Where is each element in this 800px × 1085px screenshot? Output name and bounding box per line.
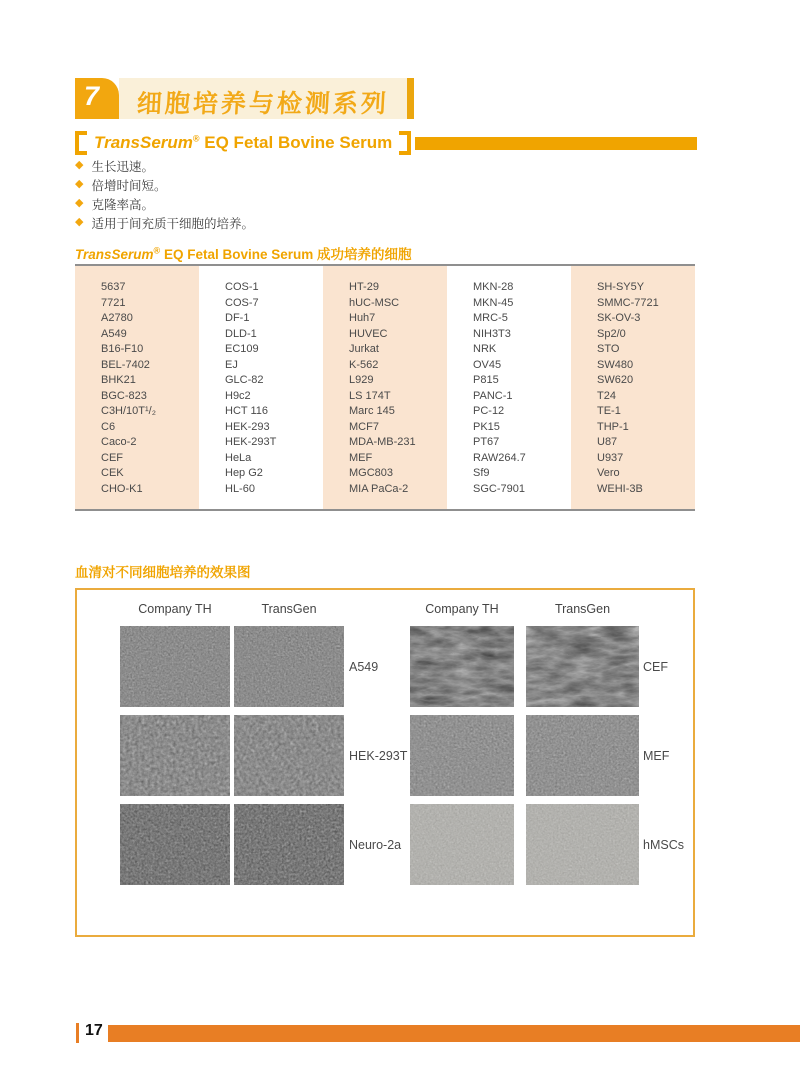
feature-text: 生长迅速。 [91, 159, 154, 174]
diamond-bullet-icon: ◆ [75, 159, 84, 171]
header-bar [415, 137, 697, 150]
cell-line-item: THP-1 [597, 420, 629, 433]
cell-line-item: P815 [473, 374, 499, 386]
feature-text: 适用于间充质干细胞的培养。 [91, 216, 254, 231]
cell-line-item: Caco-2 [101, 436, 137, 448]
cell-line-item: Sf9 [473, 467, 490, 479]
cell-line-item: COS-1 [225, 281, 259, 293]
cell-line-item: SGC-7901 [473, 482, 525, 495]
figure-row-label-neuro-2a: Neuro-2a [349, 837, 402, 852]
figure-heading: 血清对不同细胞培养的效果图 [75, 565, 251, 580]
cells-table-heading: TransSerum® EQ Fetal Bovine Serum 成功培养的细胞 [75, 245, 412, 262]
cell-line-item: L929 [349, 374, 374, 386]
micrograph-neuro-2a-transgen [234, 804, 344, 885]
cell-line-item: CEK [101, 467, 124, 479]
cell-line-item: MRC-5 [473, 312, 508, 324]
cell-line-item: K-562 [349, 358, 379, 371]
page-number: 17 [85, 1022, 103, 1039]
cell-line-item: EJ [225, 358, 238, 371]
cell-line-item: Jurkat [349, 343, 379, 355]
cell-line-item: BHK21 [101, 374, 136, 386]
micrograph-hek-293t-transgen [234, 715, 344, 796]
cell-line-item: MGC803 [349, 467, 394, 479]
cell-line-item: 5637 [101, 281, 126, 293]
cell-line-item: DLD-1 [225, 327, 257, 340]
left-bracket-icon [75, 131, 87, 155]
chapter-number: 7 [84, 81, 100, 111]
diamond-bullet-icon: ◆ [75, 178, 84, 190]
feature-list [75, 156, 254, 232]
figure-row-label-cef: CEF [643, 659, 668, 674]
cell-line-item: MCF7 [349, 420, 379, 433]
feature-item [75, 156, 254, 175]
micrograph-neuro-2a-company-th [120, 804, 230, 885]
cell-line-item: SMMC-7721 [597, 296, 659, 309]
micrograph-cef-transgen [526, 626, 639, 707]
cell-line-item: NIH3T3 [473, 327, 511, 340]
cell-line-item: LS 174T [349, 389, 391, 402]
cell-line-item: GLC-82 [225, 374, 264, 386]
product-header [75, 130, 697, 156]
registered-mark: ® [192, 133, 200, 144]
micrograph-cef-company-th [410, 626, 514, 707]
chapter-banner-endbar [407, 78, 414, 119]
cell-line-item: HT-29 [349, 281, 379, 293]
cell-line-item: TE-1 [597, 405, 621, 417]
cell-line-item: A549 [101, 327, 127, 340]
figure-col-header-transgen: TransGen [554, 602, 611, 616]
product-title: TransSerum® EQ Fetal Bovine Serum [94, 133, 393, 152]
cell-line-item: STO [597, 343, 620, 355]
feature-item [75, 213, 254, 232]
cell-line-item: MEF [349, 451, 373, 464]
feature-text: 倍增时间短。 [91, 178, 167, 193]
micrograph-mef-company-th [410, 715, 514, 796]
table-column-1 [75, 266, 199, 509]
cell-line-item: 7721 [101, 296, 126, 309]
micrograph-mef-transgen [526, 715, 639, 796]
feature-item [75, 194, 254, 213]
table-column-5 [571, 266, 695, 509]
diamond-bullet-icon: ◆ [75, 216, 84, 228]
cell-line-item: NRK [473, 343, 497, 355]
micrograph-hmscs-company-th [410, 804, 514, 885]
cell-line-item: COS-7 [225, 296, 259, 309]
cell-line-item: H9c2 [225, 389, 251, 402]
cell-line-item: Huh7 [349, 312, 376, 324]
figure-row-label-mef: MEF [643, 748, 670, 763]
cell-line-item: PC-12 [473, 405, 505, 417]
figure-row-label-hek-293t: HEK-293T [349, 748, 408, 763]
cell-line-item: MKN-45 [473, 296, 514, 309]
table-column-4 [447, 266, 571, 509]
cell-line-item: U87 [597, 436, 618, 448]
registered-mark: ® [153, 245, 161, 256]
cell-line-item: PK15 [473, 420, 500, 433]
cell-line-item: HEK-293 [225, 420, 270, 433]
micrograph-a549-transgen [234, 626, 344, 707]
figure-panel [75, 588, 695, 937]
cell-line-item: CEF [101, 451, 123, 464]
footer-bar [108, 1025, 800, 1042]
diamond-bullet-icon: ◆ [75, 197, 84, 209]
cell-line-item: HUVEC [349, 327, 388, 340]
chapter-number-box [75, 78, 119, 119]
cell-line-item: EC109 [225, 343, 259, 355]
right-bracket-icon [399, 131, 411, 155]
table-column-3 [323, 266, 447, 509]
figure-col-header-company-th: Company TH [138, 602, 212, 616]
chapter-banner [119, 78, 407, 119]
page-number-tick [76, 1023, 79, 1043]
cell-line-item: SW480 [597, 358, 634, 371]
cell-line-item: HeLa [225, 451, 252, 464]
cell-line-item: CHO-K1 [101, 482, 143, 495]
cell-line-item: MDA-MB-231 [349, 436, 416, 448]
micrograph-hmscs-transgen [526, 804, 639, 885]
cell-line-item: HCT 116 [225, 405, 269, 417]
cell-line-item: C3H/10T¹/₂ [101, 405, 157, 417]
cell-line-item: PT67 [473, 436, 500, 448]
table-column-2 [199, 266, 323, 509]
figure-row-label-a549: A549 [349, 659, 379, 674]
cell-line-item: OV45 [473, 358, 502, 371]
cell-line-item: DF-1 [225, 312, 250, 324]
cell-line-item: hUC-MSC [349, 296, 400, 309]
cell-line-item: RAW264.7 [473, 451, 526, 464]
cell-line-item: BEL-7402 [101, 358, 150, 371]
cell-line-item: SH-SY5Y [597, 281, 645, 293]
cell-line-item: SK-OV-3 [597, 312, 641, 324]
cell-line-item: C6 [101, 420, 116, 433]
cell-line-item: Marc 145 [349, 405, 395, 417]
cell-line-item: Hep G2 [225, 467, 263, 479]
figure-col-header-transgen: TransGen [261, 602, 317, 616]
cell-line-item: T24 [597, 389, 616, 402]
cell-line-item: SW620 [597, 374, 634, 386]
figure-row-label-hmscs: hMSCs [643, 837, 684, 852]
cell-table [75, 264, 695, 511]
cell-line-item: Sp2/0 [597, 327, 626, 340]
cell-line-item: MKN-28 [473, 281, 514, 293]
cell-line-item: Vero [597, 467, 620, 479]
micrograph-a549-company-th [120, 626, 230, 707]
cell-line-item: MIA PaCa-2 [349, 482, 409, 495]
cell-line-item: A2780 [101, 312, 133, 324]
chapter-title: 细胞培养与检测系列 [136, 90, 390, 118]
feature-text: 克隆率高。 [91, 197, 154, 212]
cell-line-item: PANC-1 [473, 389, 513, 402]
cell-line-item: HEK-293T [225, 436, 277, 448]
cell-line-item: B16-F10 [101, 343, 144, 355]
figure-col-header-company-th: Company TH [425, 602, 499, 616]
cell-line-item: U937 [597, 451, 624, 464]
cell-line-item: WEHI-3B [597, 482, 643, 495]
micrograph-hek-293t-company-th [120, 715, 230, 796]
cell-line-item: HL-60 [225, 482, 255, 495]
feature-item [75, 175, 254, 194]
cell-line-item: BGC-823 [101, 389, 147, 402]
